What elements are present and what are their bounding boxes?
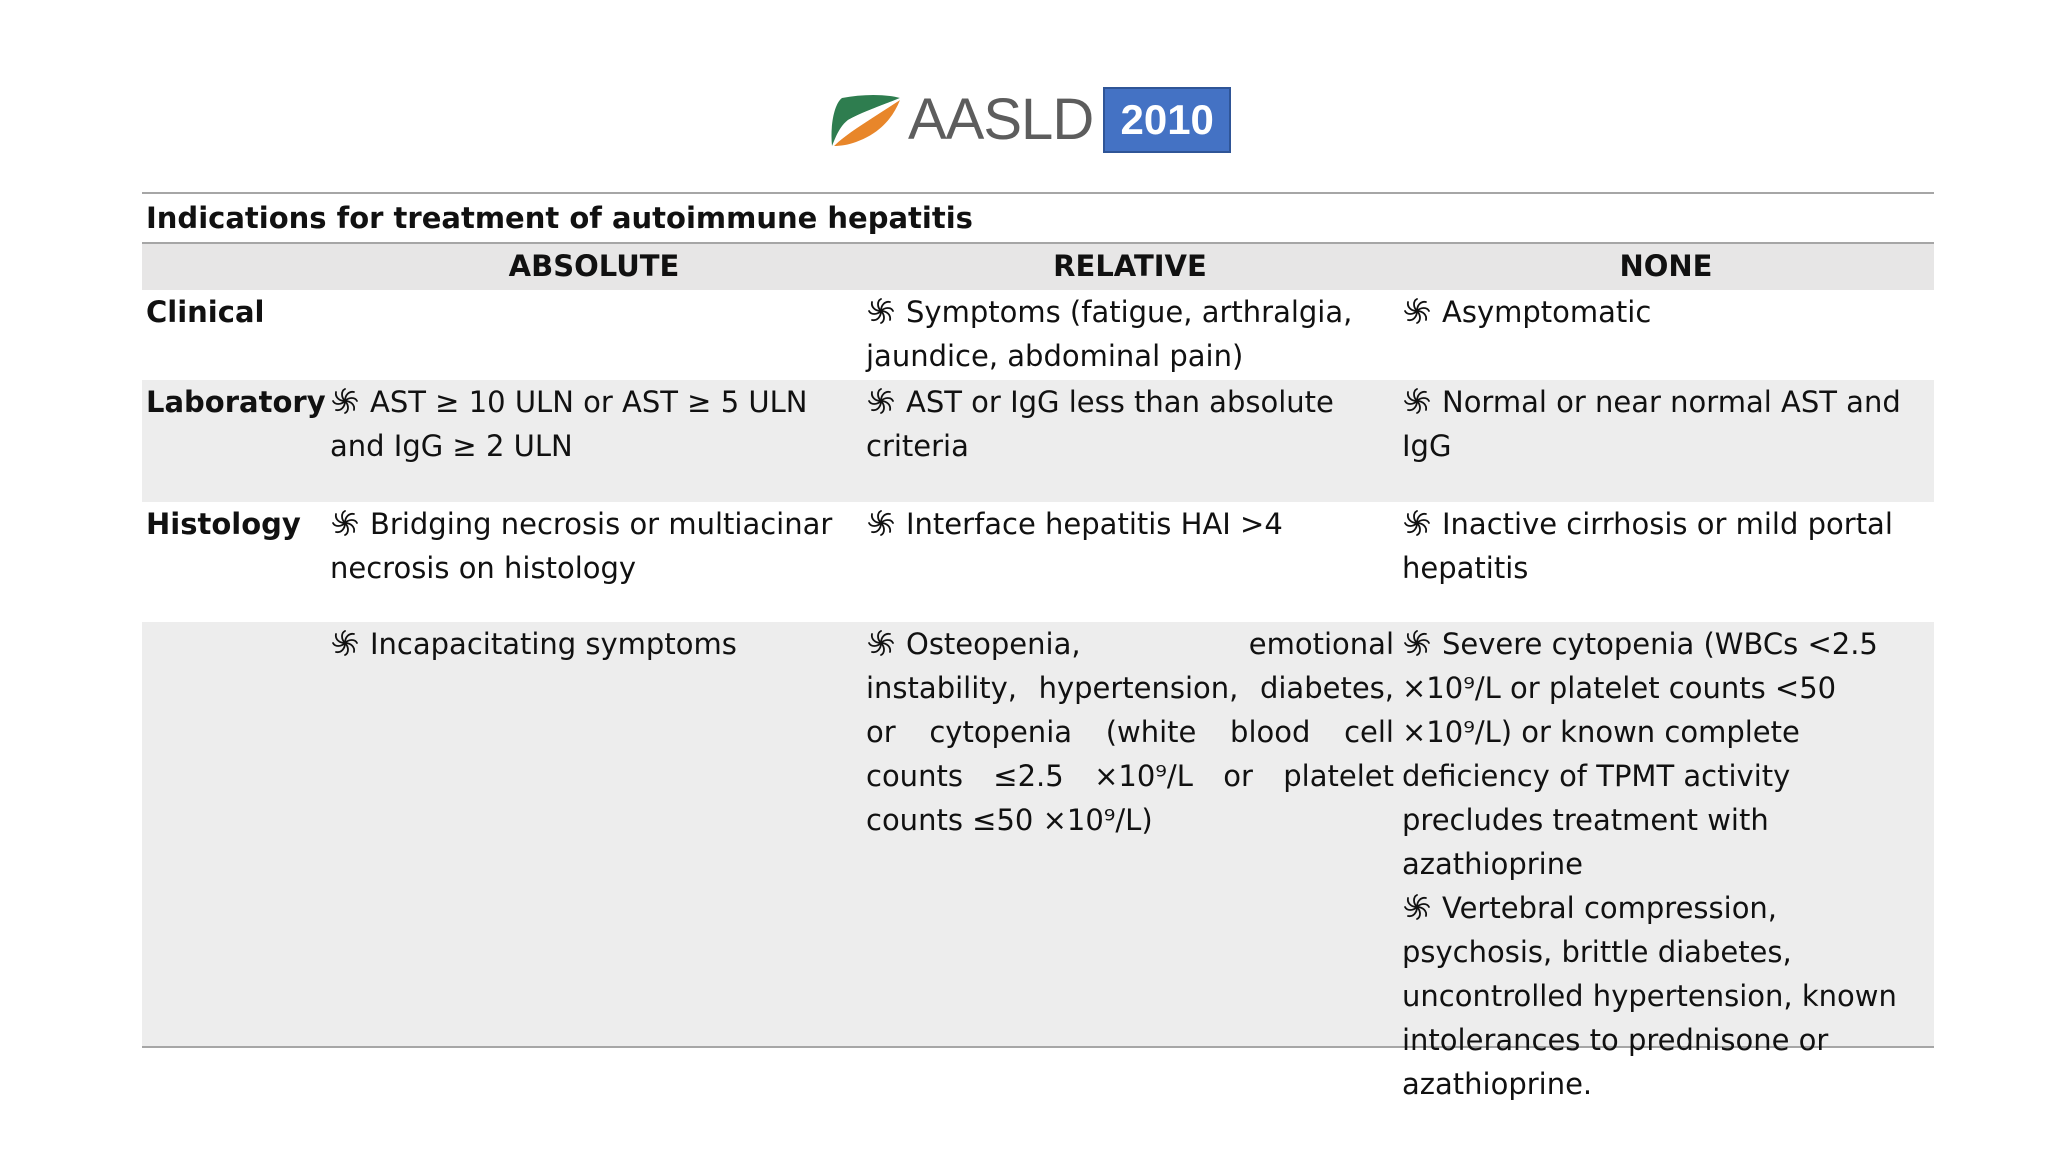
- swirl-bullet-icon: [866, 296, 896, 326]
- none-cell: [1398, 622, 1934, 1106]
- aasld-logo: [826, 84, 1231, 156]
- list-item: [330, 622, 858, 666]
- list-item: [866, 290, 1394, 378]
- absolute-cell: [326, 502, 862, 622]
- swirl-bullet-icon: [1402, 296, 1432, 326]
- item-text: Inactive cirrhosis or mild portal hepatitis: [1402, 507, 1893, 585]
- row-label: Clinical: [146, 295, 265, 329]
- none-cell: [1398, 380, 1934, 502]
- table-header-row: [142, 242, 1934, 290]
- swirl-bullet-icon: [866, 386, 896, 416]
- treatment-indications-table: [142, 192, 1934, 1101]
- row-label: [142, 622, 326, 1106]
- list-item: [866, 622, 1394, 842]
- list-item: [1402, 290, 1930, 334]
- swirl-bullet-icon: [330, 628, 360, 658]
- relative-cell: [862, 380, 1398, 502]
- header-empty-cell: [142, 244, 326, 290]
- absolute-cell: [326, 380, 862, 502]
- item-text: AST ≥ 10 ULN or AST ≥ 5 ULN and IgG ≥ 2 ULN: [330, 385, 808, 463]
- list-item: [1402, 380, 1930, 468]
- item-text: AST or IgG less than absolute criteria: [866, 385, 1334, 463]
- table-row-other: [142, 622, 1934, 1101]
- item-text: Osteopenia, emotional instability, hypertension, diabetes, or cytopenia (white blood cell counts ≤2.5 ×10⁹/L or platelet counts ≤50 ×10⁹/L): [866, 627, 1394, 837]
- list-item: [1402, 886, 1930, 1106]
- absolute-cell: [326, 622, 862, 1106]
- swirl-bullet-icon: [1402, 628, 1432, 658]
- header-absolute: ABSOLUTE: [508, 249, 680, 283]
- list-item: [1402, 502, 1930, 590]
- list-item: [330, 502, 858, 590]
- item-text: Interface hepatitis HAI >4: [906, 507, 1283, 541]
- swirl-bullet-icon: [866, 508, 896, 538]
- swirl-bullet-icon: [1402, 892, 1432, 922]
- none-cell: [1398, 290, 1934, 380]
- relative-cell: [862, 290, 1398, 380]
- item-text: Asymptomatic: [1442, 295, 1652, 329]
- year-badge: 2010: [1103, 87, 1231, 153]
- list-item: [330, 380, 858, 468]
- swirl-bullet-icon: [330, 508, 360, 538]
- header-relative: RELATIVE: [1053, 249, 1207, 283]
- header-none: NONE: [1619, 249, 1713, 283]
- item-text: Vertebral compression, psychosis, brittle diabetes, uncontrolled hypertension, known intolerances to prednisone or azathioprine.: [1402, 891, 1897, 1101]
- item-text: Incapacitating symptoms: [370, 627, 737, 661]
- swirl-bullet-icon: [866, 628, 896, 658]
- table-title: Indications for treatment of autoimmune hepatitis: [146, 201, 973, 235]
- swirl-bullet-icon: [330, 386, 360, 416]
- item-text: Severe cytopenia (WBCs <2.5 ×10⁹/L or platelet counts <50 ×10⁹/L) or known complete deficiency of TPMT activity precludes treatment with azathioprine: [1402, 627, 1878, 881]
- swirl-bullet-icon: [1402, 386, 1432, 416]
- item-text: Bridging necrosis or multiacinar necrosis on histology: [330, 507, 833, 585]
- absolute-cell: [326, 290, 862, 380]
- list-item: [866, 502, 1394, 546]
- table-row-laboratory: [142, 380, 1934, 502]
- row-label: Laboratory: [146, 385, 326, 419]
- list-item: [866, 380, 1394, 468]
- relative-cell: [862, 622, 1398, 1106]
- table-row-histology: [142, 502, 1934, 622]
- item-text: Symptoms (fatigue, arthralgia, jaundice, abdominal pain): [866, 295, 1353, 373]
- logo-wordmark: AASLD: [908, 87, 1094, 152]
- row-label: Histology: [146, 507, 301, 541]
- list-item: [1402, 622, 1930, 886]
- item-text: Normal or near normal AST and IgG: [1402, 385, 1901, 463]
- relative-cell: [862, 502, 1398, 622]
- table-row-clinical: [142, 290, 1934, 380]
- aasld-leaf-icon: [826, 90, 904, 150]
- swirl-bullet-icon: [1402, 508, 1432, 538]
- none-cell: [1398, 502, 1934, 622]
